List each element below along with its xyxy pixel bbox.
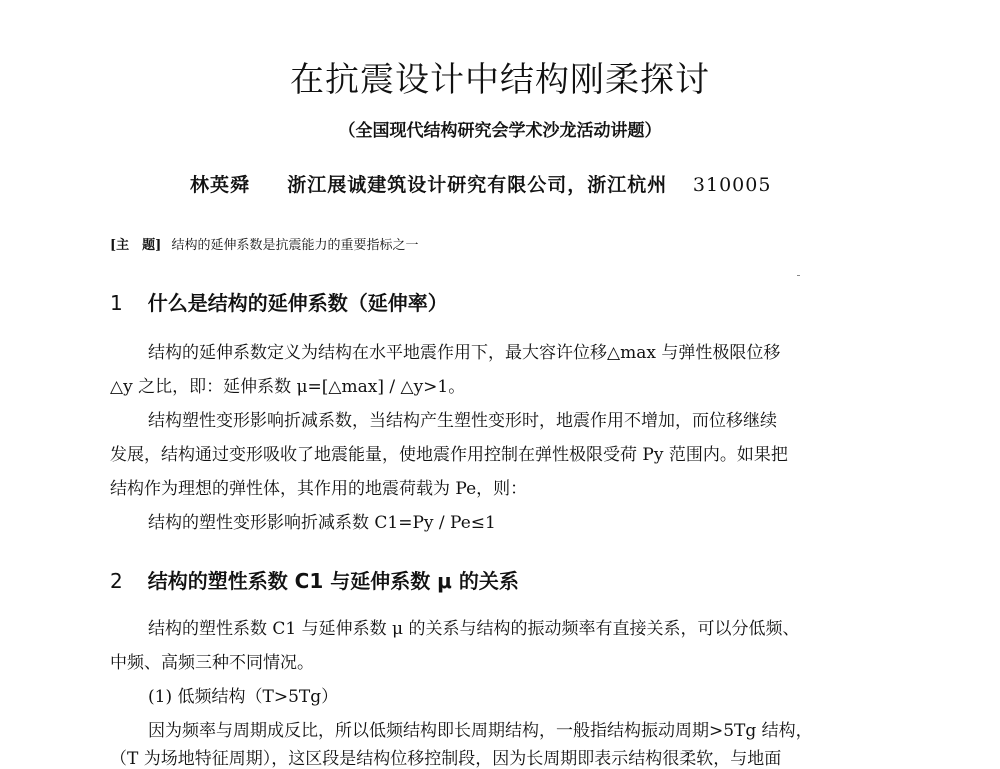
section-heading-text: 结构的塑性系数 C1 与延伸系数 μ 的关系 [147,569,519,593]
author-zip: 310005 [692,174,772,196]
s1-line-3: 结构塑性变形影响折减系数，当结构产生塑性变形时，地震作用不增加，而位移继续 [148,411,777,431]
paper-title: 在抗震设计中结构刚柔探讨 [290,60,710,100]
author-name: 林英舜 [190,174,251,196]
s2-line-3: 因为频率与周期成反比，所以低频结构即长周期结构，一般指结构振动周期>5Tg 结构， [148,721,813,741]
s1-line-2: △y 之比，即：延伸系数 μ=[△max] / △y>1。 [110,377,466,397]
s1-line-6: 结构的塑性变形影响折减系数 C1=Py / Pe≤1 [148,513,496,533]
s2-subheading: (1) 低频结构（T>5Tg） [148,687,339,707]
paper-subtitle: （全国现代结构研究会学术沙龙活动讲题） [338,121,662,141]
s2-line-1: 结构的塑性系数 C1 与延伸系数 μ 的关系与结构的振动频率有直接关系，可以分低频、 [148,619,800,639]
s1-line-1: 结构的延伸系数定义为结构在水平地震作用下，最大容许位移△max 与弹性极限位移 [148,343,781,363]
section-2-heading [110,565,519,594]
theme-label: [主 题] [110,238,162,253]
s2-line-2: 中频、高频三种不同情况。 [110,653,314,673]
s2-line-4-cut: （T 为场地特征周期），这区段是结构位移控制段，因为长周期即表示结构很柔软，与地面 [110,749,782,769]
section-1-heading [110,287,448,316]
theme-line [110,234,418,253]
section-heading-text: 什么是结构的延伸系数（延伸率） [147,291,448,315]
section-number: 2 [110,569,123,593]
s1-line-4: 发展，结构通过变形吸收了地震能量，使地震作用控制在弹性极限受荷 Py 范围内。如果把 [110,445,788,465]
section-number: 1 [110,291,123,315]
author-affiliation: 浙江展诚建筑设计研究有限公司，浙江杭州 [287,174,668,196]
scan-speck [797,275,800,276]
theme-text: 结构的延伸系数是抗震能力的重要指标之一 [171,238,419,253]
s1-line-5: 结构作为理想的弹性体，其作用的地震荷载为 Pe，则： [110,479,528,499]
author-line [190,170,771,197]
